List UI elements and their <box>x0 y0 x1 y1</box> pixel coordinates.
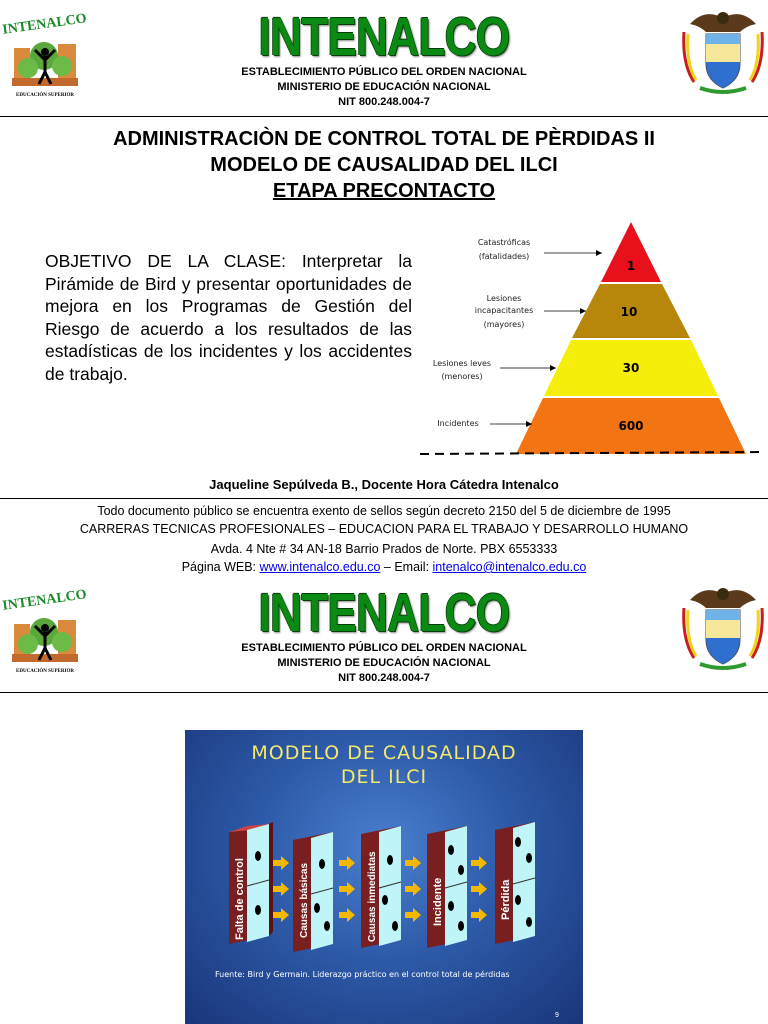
pyramid-label-2c: (mayores) <box>483 320 525 329</box>
class-objective: OBJETIVO DE LA CLASE: Interpretar la Pirámide de Bird y presentar oportunidades de mejora en los Programas de Gestión del Riesgo de acuerdo a los resultados de las estadísticas de los incidentes y los accidentes de trabajo. <box>45 251 412 384</box>
domino-diagram <box>185 730 583 1024</box>
domino-label-5: Pérdida <box>500 879 512 920</box>
header-line-2: MINISTERIO DE EDUCACIÓN NACIONAL <box>277 81 491 93</box>
pyramid-value-4: 600 <box>618 419 644 433</box>
slide-title-1: MODELO DE CAUSALIDAD <box>251 742 517 764</box>
slide-page-number: 9 <box>555 1012 559 1019</box>
header-divider <box>0 116 768 117</box>
document-title: ADMINISTRACIÒN DE CONTROL TOTAL DE PÈRDIDAS II <box>113 128 655 150</box>
header2-divider <box>0 692 768 693</box>
author-line: Jaqueline Sepúlveda B., Docente Hora Cátedra Intenalco <box>209 477 559 492</box>
footer-contact: Página WEB: www.intenalco.edu.co – Email: intenalco@intenalco.edu.co <box>181 560 587 574</box>
email-link[interactable]: intenalco@intenalco.edu.co <box>432 560 587 574</box>
footer-line-3: Avda. 4 Nte # 34 AN-18 Barrio Prados de Norte. PBX 6553333 <box>210 542 558 556</box>
domino-label-1: Falta de control <box>234 858 246 940</box>
website-link[interactable]: www.intenalco.edu.co <box>259 560 381 574</box>
brand-title-2: INTENALCO <box>258 583 510 643</box>
header2-line-2: MINISTERIO DE EDUCACIÓN NACIONAL <box>277 657 491 669</box>
pyramid-label-4: Incidentes <box>437 419 479 428</box>
colombia-coat-of-arms <box>680 4 766 96</box>
pyramid-level-1 <box>601 222 661 282</box>
domino-label-3: Causas inmediatas <box>367 851 378 942</box>
pyramid-label-2b: incapacitantes <box>474 306 534 315</box>
slide-source: Fuente: Bird y Germain. Liderazgo práctico en el control total de pérdidas <box>215 970 510 979</box>
pyramid-label-1a: Catastróficas <box>477 238 531 247</box>
pyramid-label-1b: (fatalidades) <box>478 252 530 261</box>
header-line-1: ESTABLECIMIENTO PÚBLICO DEL ORDEN NACIONAL <box>241 66 527 78</box>
footer-divider <box>0 498 768 499</box>
svg-text:INTENALCO: INTENALCO <box>1 587 88 614</box>
bird-pyramid <box>420 218 765 458</box>
pyramid-label-2a: Lesiones <box>486 294 522 303</box>
svg-text:EDUCACIÓN SUPERIOR: EDUCACIÓN SUPERIOR <box>16 93 74 98</box>
brand-title: INTENALCO <box>258 7 510 67</box>
header2-line-3: NIT 800.248.004-7 <box>338 672 430 684</box>
domino-label-4: Incidente <box>432 877 444 926</box>
pyramid-label-3b: (menores) <box>441 372 483 381</box>
colombia-coat-of-arms-2 <box>680 580 766 672</box>
header-line-3: NIT 800.248.004-7 <box>338 96 430 108</box>
slide-title-2: DEL ILCI <box>340 766 428 788</box>
pyramid-value-2: 10 <box>620 305 638 319</box>
header2-line-1: ESTABLECIMIENTO PÚBLICO DEL ORDEN NACIONAL <box>241 642 527 654</box>
footer-line-1: Todo documento público se encuentra exento de sellos según decreto 2150 del 5 de diciembre de 1995 <box>97 504 671 518</box>
svg-text:EDUCACIÓN SUPERIOR: EDUCACIÓN SUPERIOR <box>16 669 74 674</box>
ilci-slide <box>185 730 583 1024</box>
domino-label-2: Causas básicas <box>299 862 310 938</box>
pyramid-value-1: 1 <box>626 259 636 273</box>
svg-text:INTENALCO: INTENALCO <box>1 11 88 38</box>
pyramid-label-3a: Lesiones leves <box>432 359 492 368</box>
document-stage-title: ETAPA PRECONTACTO <box>272 180 496 202</box>
footer-line-2: CARRERAS TECNICAS PROFESIONALES – EDUCACION PARA EL TRABAJO Y DESARROLLO HUMANO <box>79 522 689 536</box>
document-subtitle: MODELO DE CAUSALIDAD DEL ILCI <box>210 154 558 176</box>
pyramid-value-3: 30 <box>622 361 640 375</box>
